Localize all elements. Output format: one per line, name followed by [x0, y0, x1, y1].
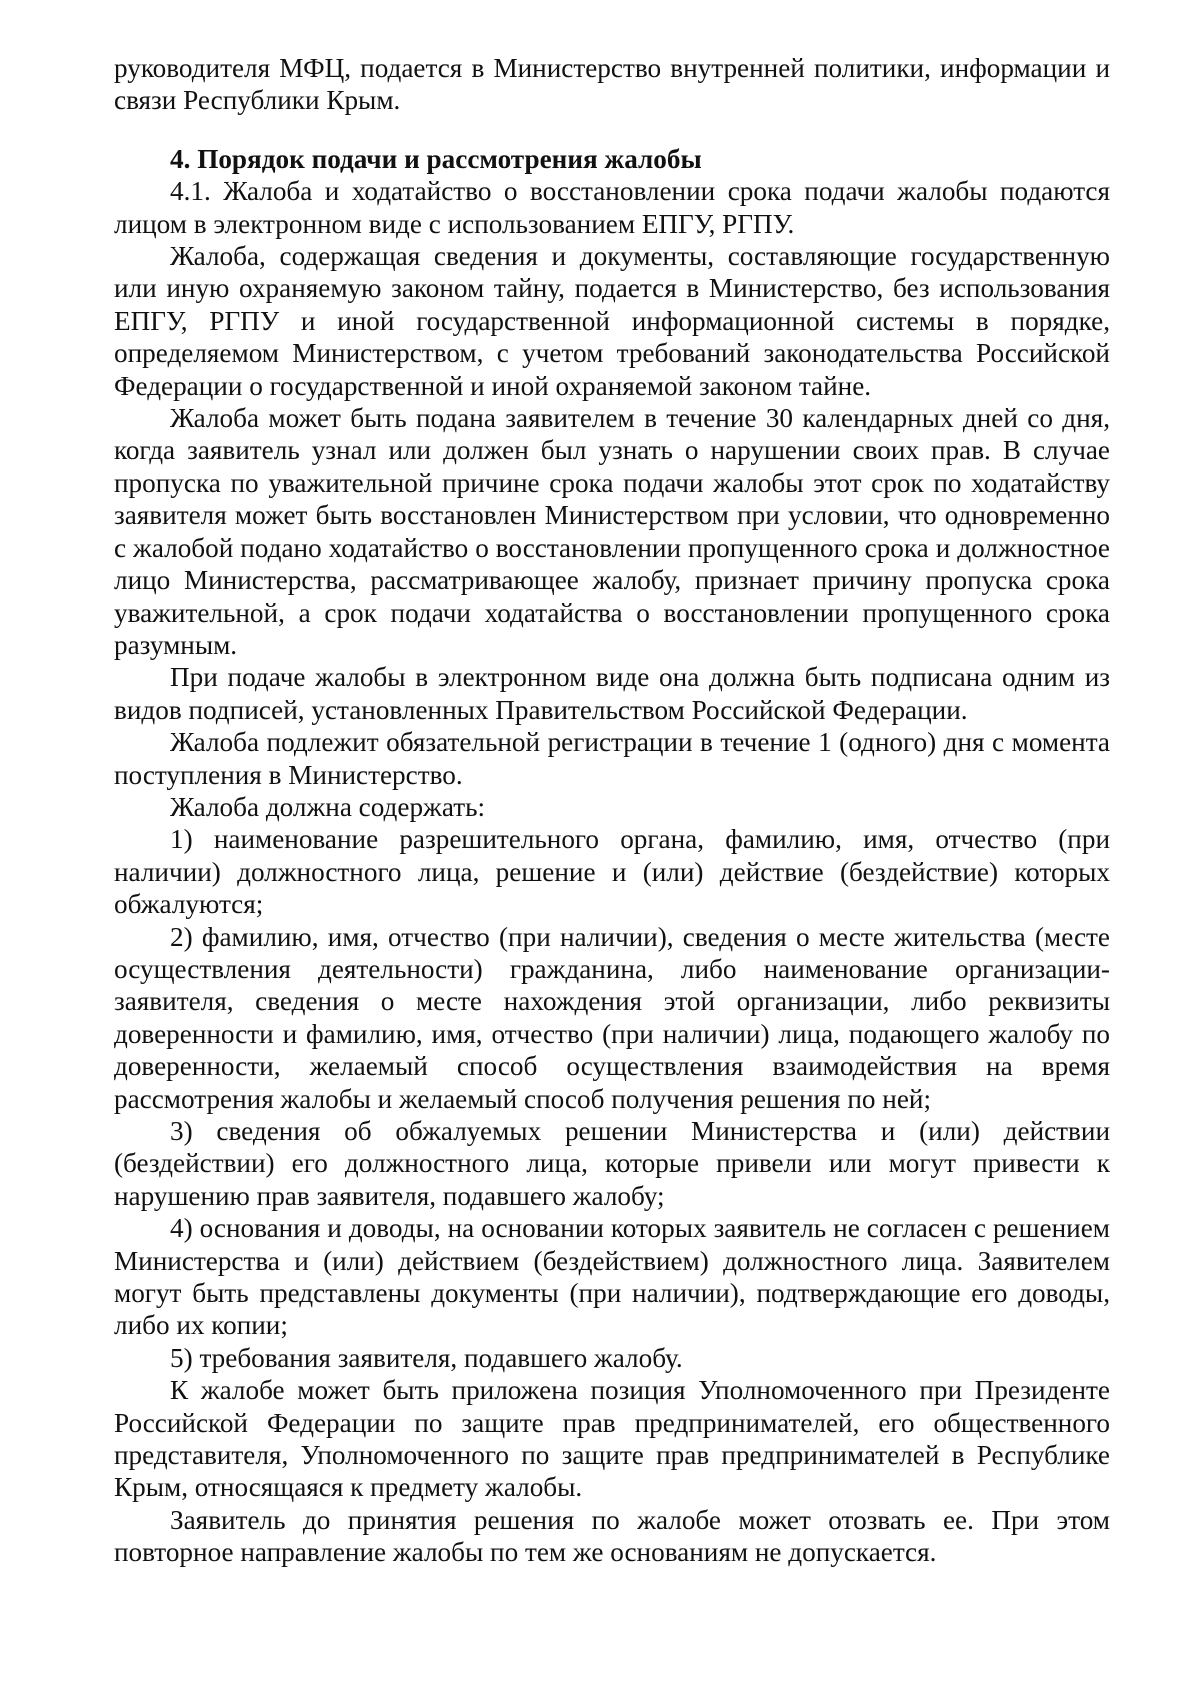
list-item-2: 2) фамилию, имя, отчество (при наличии), сведения о месте жительства (месте осуществления деятельности) гражданина, либо наименование организации-заявителя, сведения о месте нахождения этой организации, либо реквизиты доверенности и фамилию, имя, отчество (при наличии) лица, подающего жалобу по доверенности, желаемый способ осуществления взаимодействия на время рассмотрения жалобы и желаемый способ получения решения по ней; — [114, 921, 1110, 1114]
list-item-1: 1) наименование разрешительного органа, фамилию, имя, отчество (при наличии) должностного лица, решение и (или) действие (бездействие) которых обжалуются; — [114, 824, 1110, 920]
paragraph-electronic-signature: При подаче жалобы в электронном виде она должна быть подписана одним из видов подписей, установленных Правительством Российской Федерации. — [114, 662, 1110, 725]
section-title: 4. Порядок подачи и рассмотрения жалобы — [170, 143, 702, 174]
paragraph-secret-complaint: Жалоба, содержащая сведения и документы, составляющие государственную или иную охраняемую законом тайну, подается в Министерство, без использования ЕПГУ, РГПУ и иной государственной информационной системы в порядке, определяемом Министерством, с учетом требований законодательства Российской Федерации о государственной и иной охраняемой законом тайне. — [114, 241, 1110, 401]
paragraph-filing-deadline: Жалоба может быть подана заявителем в течение 30 календарных дней со дня, когда заявитель узнал или должен был узнать о нарушении своих прав. В случае пропуска по уважительной причине срока подачи жалобы этот срок по ходатайству заявителя может быть восстановлен Министерством при условии, что одновременно с жалобой подано ходатайство о восстановлении пропущенного срока и должностное лицо Министерства, рассматривающее жалобу, признает причину пропуска срока уважительной, а срок подачи ходатайства о восстановлении пропущенного срока разумным. — [114, 403, 1110, 660]
list-item-4: 4) основания и доводы, на основании которых заявитель не согласен с решением Министерства и (или) действием (бездействием) должностного лица. Заявителем могут быть представлены документы (при наличии), подтверждающие его доводы, либо их копии; — [114, 1213, 1110, 1341]
document-page — [114, 52, 1110, 1569]
paragraph-registration: Жалоба подлежит обязательной регистрации в течение 1 (одного) дня с момента поступления в Министерство. — [114, 727, 1110, 790]
paragraph-4-1: 4.1. Жалоба и ходатайство о восстановлении срока подачи жалобы подаются лицом в электронном виде с использованием ЕПГУ, РГПУ. — [114, 176, 1110, 239]
paragraph-complaint-contents: Жалоба должна содержать: — [170, 791, 486, 822]
paragraph-ombudsman-position: К жалобе может быть приложена позиция Уполномоченного при Президенте Российской Федерации по защите прав предпринимателей, его общественного представителя, Уполномоченного по защите прав предпринимателей в Республике Крым, относящаяся к предмету жалобы. — [114, 1375, 1110, 1503]
paragraph-withdrawal: Заявитель до принятия решения по жалобе может отозвать ее. При этом повторное направление жалобы по тем же основаниям не допускается. — [114, 1504, 1110, 1568]
list-item-3: 3) сведения об обжалуемых решении Министерства и (или) действии (бездействии) его должностного лица, которые привели или могут привести к нарушению прав заявителя, подавшего жалобу; — [114, 1116, 1110, 1211]
list-item-5: 5) требования заявителя, подавшего жалобу. — [170, 1342, 683, 1373]
intro-paragraph: руководителя МФЦ, подается в Министерство внутренней политики, информации и связи Республики Крым. — [114, 53, 1110, 116]
